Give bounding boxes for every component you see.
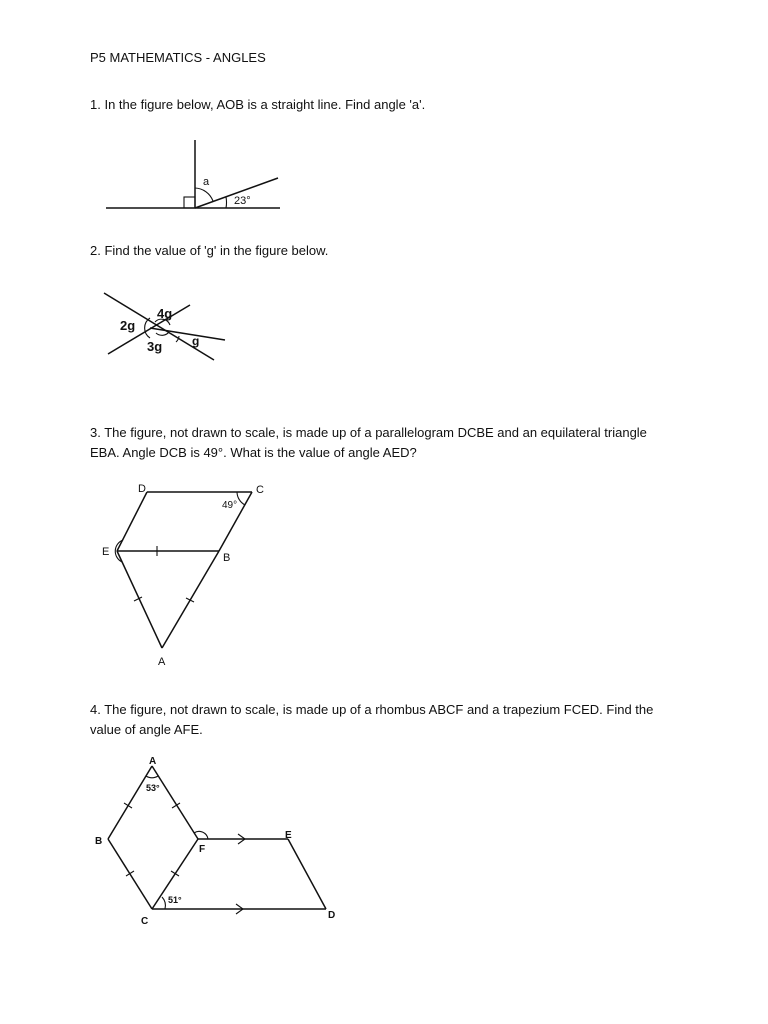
figure-2 [100, 285, 235, 365]
label-51-degrees: 51° [168, 895, 182, 905]
label-e: E [285, 830, 292, 841]
angle-3g-arc [156, 332, 169, 335]
question-2-text: 2. Find the value of 'g' in the figure below. [90, 243, 329, 258]
angle-a-arc [195, 188, 213, 201]
label-4g: 4g [157, 306, 173, 321]
angle-23-arc [226, 197, 227, 208]
angle-53-arc [146, 776, 158, 778]
question-4-text-line-2: value of angle AFE. [90, 722, 203, 737]
label-b: B [95, 836, 103, 847]
label-a: a [203, 176, 210, 188]
angle-49-arc [237, 492, 245, 505]
label-a: A [158, 656, 166, 668]
label-d: D [138, 483, 146, 495]
label-d: D [328, 910, 336, 921]
figure-3 [95, 478, 275, 673]
figure-1 [100, 135, 290, 220]
label-g: g [192, 334, 200, 348]
label-2g: 2g [120, 318, 136, 333]
label-a: A [149, 756, 157, 767]
label-b: B [223, 552, 231, 564]
label-c: C [141, 916, 149, 927]
label-23-degrees: 23° [234, 195, 251, 207]
question-3-text-line-1: 3. The figure, not drawn to scale, is made up of a parallelogram DCBE and an equilateral triangle [90, 425, 647, 440]
label-3g: 3g [147, 339, 163, 354]
angle-51-arc [162, 897, 165, 909]
side-ab [108, 766, 152, 839]
label-c: C [256, 484, 264, 496]
page-title: P5 MATHEMATICS - ANGLES [90, 50, 266, 65]
question-4-text-line-1: 4. The figure, not drawn to scale, is made up of a rhombus ABCF and a trapezium FCED. Find the [90, 702, 654, 717]
label-e: E [102, 546, 110, 558]
label-49-degrees: 49° [222, 500, 238, 511]
question-3-text-line-2: EBA. Angle DCB is 49°. What is the value of angle AED? [90, 445, 417, 460]
side-ed [288, 839, 326, 909]
label-53-degrees: 53° [146, 783, 160, 793]
right-angle-mark [184, 197, 195, 208]
side-ed [117, 492, 147, 551]
question-1-text: 1. In the figure below, AOB is a straight line. Find angle 'a'. [90, 97, 426, 112]
side-ba [162, 551, 219, 648]
side-af [152, 766, 198, 839]
side-ea [117, 551, 162, 648]
label-f: F [199, 844, 206, 855]
figure-4 [88, 752, 348, 932]
